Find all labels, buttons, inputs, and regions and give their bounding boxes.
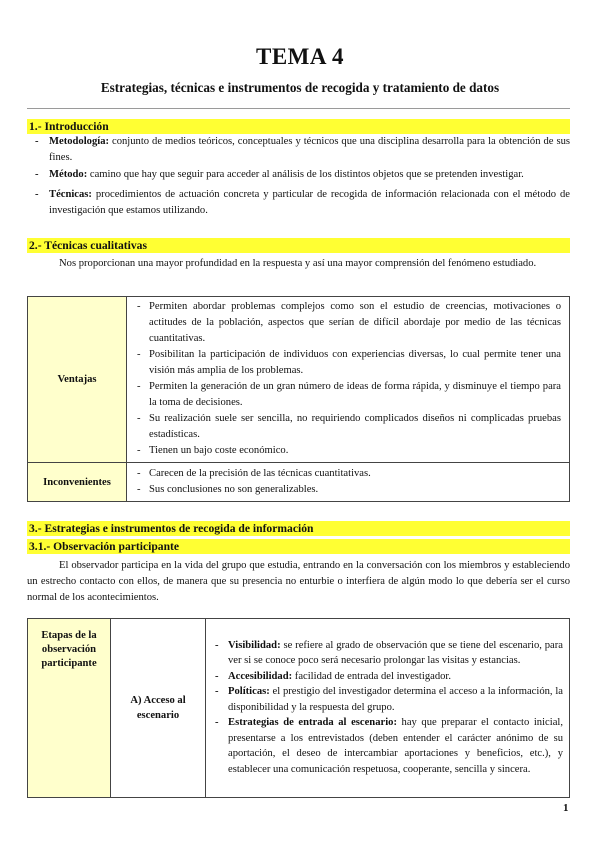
definition-politicas: el prestigio del investigador determina el acceso a la información, la disponibilidad y la respuesta del grupo. <box>228 686 563 713</box>
section-heading-estrategias: 3.- Estrategias e instrumentos de recogida de información <box>27 521 570 536</box>
list-item: - Su realización suele ser sencilla, no requiriendo complicados diseños ni complicadas pruebas estadísticas. <box>135 411 561 443</box>
list-item: - Tienen un bajo coste económico. <box>135 443 561 459</box>
table-row-ventajas <box>28 297 570 463</box>
term-estrategias: Estrategias de entrada al escenario: <box>228 717 397 729</box>
inconvenientes-cell <box>127 463 570 502</box>
ventajas-list <box>135 299 561 459</box>
table-row-acceso <box>28 619 570 798</box>
definition-metodo: camino que hay que seguir para acceder al análisis de los distintos objetos que se pretenden investigar. <box>87 169 524 180</box>
label-inconvenientes: Inconvenientes <box>28 463 127 502</box>
list-item: - Carecen de la precisión de las técnicas cuantitativas. <box>135 466 561 482</box>
definition-visibilidad: se refiere al grado de observación que se tiene del escenario, para ver si se conoce poco será necesario prolongar las visitas y estancias. <box>228 639 563 667</box>
section-heading-introduccion: 1.- Introducción <box>27 119 570 134</box>
acceso-cell <box>206 619 570 798</box>
page-number: 1 <box>563 802 569 814</box>
definition-estrategias: hay que preparar el contacto inicial, presentarse a los entrevistados (deben entender el carácter anónimo de su aportación, el deseo de intercambiar aportaciones y beneficios, etc.), y establecer una comunicación respetuosa, cooperante, sencilla y sincera. <box>228 717 563 775</box>
list-item-metodologia <box>27 134 570 166</box>
paragraph-observacion: El observador participa en la vida del grupo que estudia, entrando en la conversación con los miembros y estableciendo un estrecho contacto con ellos, de manera que su presencia no enturbie o interfiera de algún modo lo que debería ser el curso normal de los acontecimientos. <box>27 560 570 603</box>
bullet-dash: - <box>35 169 39 180</box>
acceso-list <box>212 638 563 778</box>
definition-metodologia: conjunto de medios teóricos, conceptuales y técnicos que una disciplina desarrolla para la obtención de sus fines. <box>49 136 570 163</box>
term-metodo: Método: <box>49 169 88 180</box>
list-item: - Permiten abordar problemas complejos como son el estudio de creencias, motivaciones o actitudes de la población, aspectos que serían de difícil abordaje por medio de las técnicas cuantitativas. <box>135 299 561 347</box>
etapas-table <box>27 618 570 798</box>
label-etapas: Etapas de la observación participante <box>28 619 111 798</box>
term-accesibilidad: Accesibilidad: <box>228 670 293 682</box>
paragraph-tecnicas-cualitativas: Nos proporcionan una mayor profundidad en la respuesta y así una mayor comprensión del fenómeno estudiado. <box>59 258 537 269</box>
list-item-politicas <box>212 684 563 715</box>
list-item: - Permiten la generación de un gran número de ideas de forma rápida, y disminuye el tiempo para la toma de decisiones. <box>135 379 561 411</box>
title-divider <box>27 108 570 109</box>
list-item-tecnicas <box>27 187 570 219</box>
subsection-heading-observacion: 3.1.- Observación participante <box>27 539 570 554</box>
definition-accesibilidad: facilidad de entrada del investigador. <box>292 670 452 682</box>
bullet-dash: - <box>35 189 39 200</box>
term-politicas: Políticas: <box>228 686 270 698</box>
term-visibilidad: Visibilidad: <box>228 639 281 651</box>
list-item-estrategias <box>212 715 563 777</box>
section-heading-tecnicas-cualitativas: 2.- Técnicas cualitativas <box>27 238 570 253</box>
term-tecnicas: Técnicas: <box>49 189 92 200</box>
list-item-accesibilidad <box>212 669 563 685</box>
bullet-dash: - <box>35 136 39 147</box>
ventajas-inconvenientes-table <box>27 296 570 502</box>
page-subtitle: Estrategias, técnicas e instrumentos de recogida y tratamiento de datos <box>100 80 500 95</box>
ventajas-cell <box>127 297 570 463</box>
definition-tecnicas: procedimientos de actuación concreta y particular de recogida de información relacionada con el método de investigación que estamos utilizando. <box>49 189 570 216</box>
list-item: - Posibilitan la participación de individuos con experiencias diversas, lo cual permite tener una visión más amplia de los problemas. <box>135 347 561 379</box>
list-item-visibilidad <box>212 638 563 669</box>
label-ventajas: Ventajas <box>28 297 127 463</box>
term-metodologia: Metodología: <box>49 136 110 147</box>
list-item: - Sus conclusiones no son generalizables. <box>135 482 561 498</box>
label-acceso-escenario: A) Acceso al escenario <box>111 619 206 798</box>
list-item-metodo <box>27 167 570 183</box>
table-row-inconvenientes <box>28 463 570 502</box>
page-title: TEMA 4 <box>256 44 344 69</box>
inconvenientes-list <box>135 466 561 498</box>
